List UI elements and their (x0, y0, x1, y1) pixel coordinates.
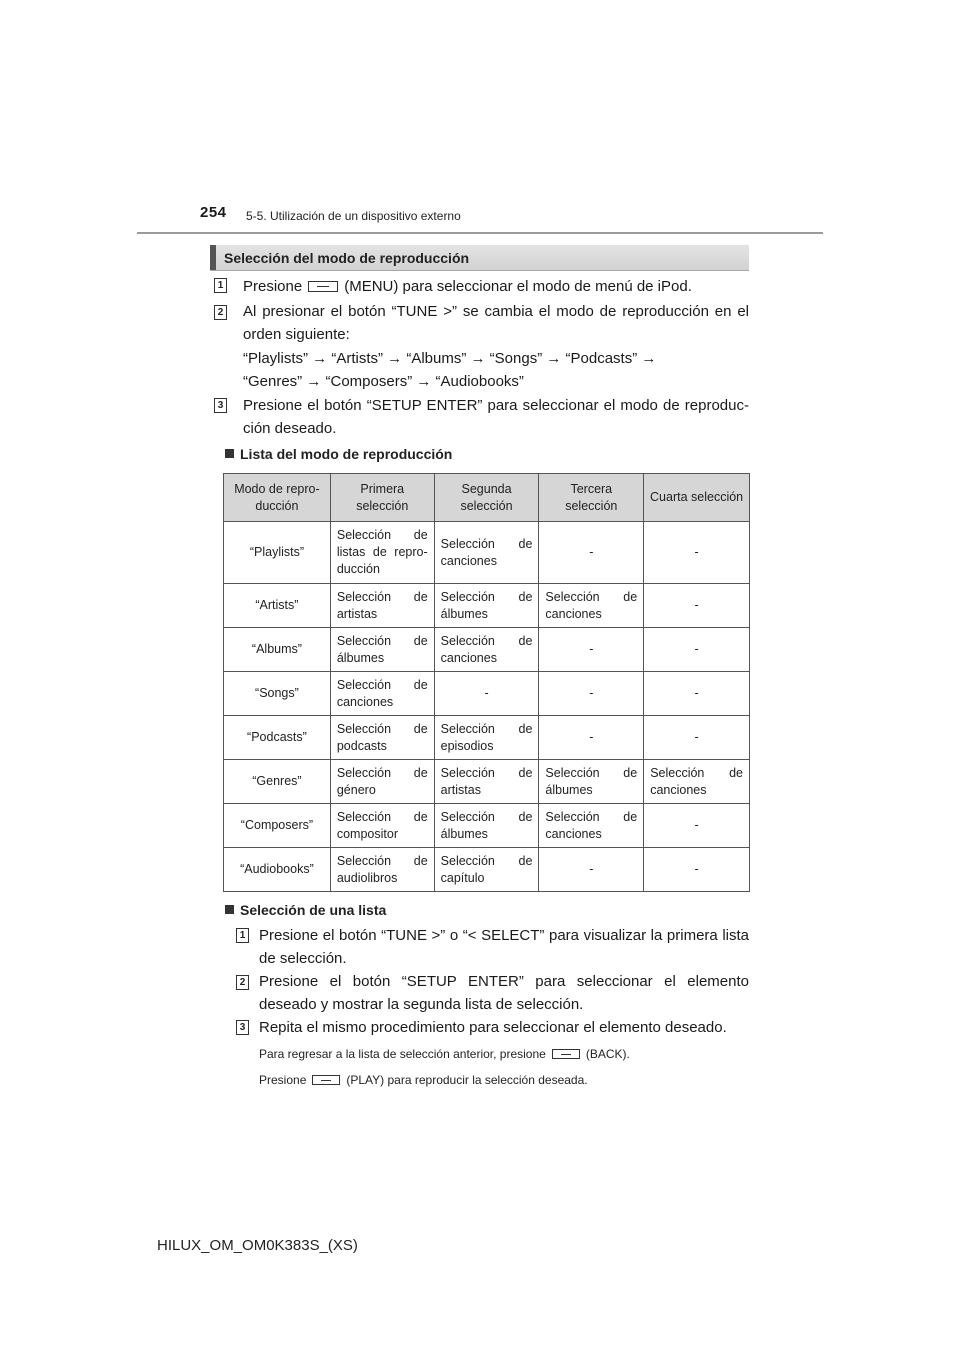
step-3-text: Presione el botón “SETUP ENTER” para seleccionar el modo de reproduc-ción deseado. (243, 397, 749, 437)
table-row (224, 760, 750, 804)
table-cell: - (644, 672, 750, 716)
list-step-number-1: 1 (236, 928, 249, 943)
table-cell: - (644, 848, 750, 892)
table-cell: Selección de canciones (434, 628, 539, 672)
table-row (224, 672, 750, 716)
table-cell: Selección de álbumes (434, 804, 539, 848)
table-cell: Selección de artistas (434, 760, 539, 804)
table-row (224, 716, 750, 760)
table-cell: - (434, 672, 539, 716)
step-1-post: (MENU) para seleccionar el modo de menú de iPod. (344, 278, 692, 295)
list-select-heading-text: Selección de una lista (240, 902, 387, 918)
step-2-text: Al presionar el botón “TUNE >” se cambia el modo de reproducción en el orden siguiente: (243, 303, 749, 343)
table-cell: - (644, 628, 750, 672)
section-title: Selección del modo de reproducción (224, 250, 470, 266)
table-cell: - (539, 848, 644, 892)
header-second: Segunda selección (434, 474, 539, 522)
table-row (224, 628, 750, 672)
list-step-number-3: 3 (236, 1020, 249, 1035)
table-cell: “Albums” (224, 628, 331, 672)
page-number: 254 (200, 204, 227, 221)
table-row (224, 584, 750, 628)
table-cell: Selección de capítulo (434, 848, 539, 892)
table-cell: - (539, 628, 644, 672)
section-title-bar (210, 245, 749, 271)
list-select-heading (225, 902, 386, 918)
back-button-icon (552, 1049, 580, 1059)
table-header-row (224, 474, 750, 522)
note-play-pre: Presione (259, 1073, 307, 1087)
table-cell: - (644, 716, 750, 760)
section-bar-accent (210, 245, 216, 270)
table-cell: “Genres” (224, 760, 331, 804)
note-play-post: (PLAY) para reproducir la selección deseada. (346, 1073, 588, 1087)
table-cell: - (539, 672, 644, 716)
table-cell: “Playlists” (224, 522, 331, 584)
note-play (259, 1073, 588, 1087)
table-cell: - (539, 716, 644, 760)
table-cell: - (644, 584, 750, 628)
table-cell: “Songs” (224, 672, 331, 716)
list-step-3-text: Repita el mismo procedimiento para seleccionar el elemento deseado. (259, 1019, 727, 1036)
table-cell: Selección de canciones (434, 522, 539, 584)
header-first: Primera selección (330, 474, 434, 522)
table-cell: Selección de audiolibros (330, 848, 434, 892)
table-cell: Selección de listas de repro-ducción (330, 522, 434, 584)
table-cell: “Artists” (224, 584, 331, 628)
playback-mode-table (223, 473, 750, 892)
table-cell: Selección de artistas (330, 584, 434, 628)
footer-code: HILUX_OM_OM0K383S_(XS) (157, 1237, 358, 1254)
running-head: 5-5. Utilización de un dispositivo externo (246, 209, 461, 223)
table-cell: Selección de podcasts (330, 716, 434, 760)
step-number-3: 3 (214, 398, 227, 413)
list-step-1-text: Presione el botón “TUNE >” o “< SELECT” para visualizar la primera lista de selección. (259, 927, 749, 967)
list-step-2-text: Presione el botón “SETUP ENTER” para seleccionar el elemento deseado y mostrar la segunda lista de selección. (259, 973, 749, 1013)
table-cell: Selección de álbumes (330, 628, 434, 672)
header-rule (137, 232, 823, 234)
square-bullet-icon (225, 449, 234, 458)
table-cell: “Podcasts” (224, 716, 331, 760)
table-row (224, 522, 750, 584)
step-1-pre: Presione (243, 278, 303, 295)
table-cell: Selección de canciones (330, 672, 434, 716)
header-fourth: Cuarta selección (644, 474, 750, 522)
table-cell: Selección de álbumes (539, 760, 644, 804)
table-cell: Selección de álbumes (434, 584, 539, 628)
table-cell: Selección de canciones (539, 804, 644, 848)
table-cell: Selección de género (330, 760, 434, 804)
note-back-pre: Para regresar a la lista de selección anterior, presione (259, 1047, 546, 1061)
mode-sequence-line-1: “Playlists” → “Artists” → “Albums” → “Songs” → “Podcasts” → (243, 350, 657, 367)
table-cell: - (644, 522, 750, 584)
table-cell: - (539, 522, 644, 584)
table-cell: Selección de episodios (434, 716, 539, 760)
play-button-icon (312, 1075, 340, 1085)
note-back-post: (BACK). (585, 1047, 630, 1061)
table-cell: Selección de canciones (644, 760, 750, 804)
mode-sequence-line-2: “Genres” → “Composers” → “Audiobooks” (243, 373, 524, 390)
list-heading (225, 446, 452, 462)
header-mode: Modo de repro-ducción (224, 474, 331, 522)
table-cell: “Composers” (224, 804, 331, 848)
table-cell: Selección de compositor (330, 804, 434, 848)
step-number-1: 1 (214, 278, 227, 293)
table-cell: “Audiobooks” (224, 848, 331, 892)
header-third: Tercera selección (539, 474, 644, 522)
square-bullet-icon (225, 905, 234, 914)
table-row (224, 804, 750, 848)
note-back (259, 1047, 630, 1061)
menu-button-icon (308, 281, 338, 292)
list-step-number-2: 2 (236, 975, 249, 990)
list-heading-text: Lista del modo de reproducción (240, 446, 453, 462)
step-1-text (243, 275, 749, 298)
table-cell: Selección de canciones (539, 584, 644, 628)
step-number-2: 2 (214, 305, 227, 320)
table-cell: - (644, 804, 750, 848)
table-row (224, 848, 750, 892)
